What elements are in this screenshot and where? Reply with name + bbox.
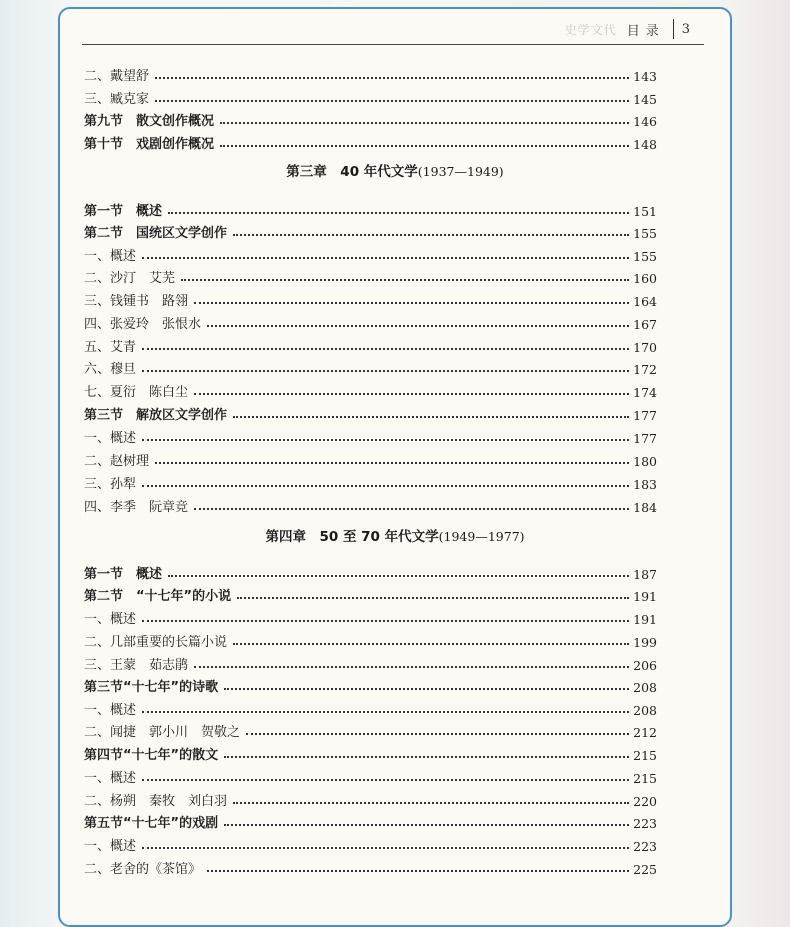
toc-entry-label: 第三节 解放区文学创作 [84,408,228,423]
toc-dot-leader [194,666,629,668]
toc-subsection-entry[interactable] [84,764,657,786]
toc-section-entry[interactable] [84,130,657,152]
toc-entry-label: 二、几部重要的长篇小说 [84,635,228,650]
toc-page-number: 212 [633,725,657,740]
toc-page-number: 164 [633,294,657,309]
toc-subsection-entry[interactable] [84,424,657,446]
toc-page-number: 220 [633,794,657,809]
toc-dot-leader [181,279,629,281]
toc-page-number: 170 [633,340,657,355]
header-divider [673,19,674,39]
chapter-heading [58,160,732,180]
toc-dot-leader [168,575,629,577]
toc-page-number: 208 [633,680,657,695]
toc-page-number: 208 [633,703,657,718]
chapter-years: (1949—1977) [438,529,525,544]
toc-page-number: 174 [633,385,657,400]
toc-dot-leader [220,145,629,147]
toc-dot-leader [207,325,629,327]
toc-dot-leader [142,847,629,849]
toc-subsection-entry[interactable] [84,355,657,377]
toc-dot-leader [142,620,629,622]
toc-dot-leader [142,485,629,487]
toc-entry-label: 一、概述 [84,612,137,627]
chapter-title: 第四章 50 至 70 年代文学 [265,529,439,545]
toc-dot-leader [207,870,629,872]
toc-entry-label: 一、概述 [84,771,137,786]
toc-entry-label: 一、概述 [84,249,137,264]
toc-section-entry[interactable] [84,560,657,582]
toc-dot-leader [194,302,629,304]
toc-dot-leader [233,416,629,418]
chapter-title: 第三章 40 年代文学 [286,164,418,180]
toc-entry-label: 六、穆旦 [84,362,137,377]
toc-entry-label: 第三节“十七年”的诗歌 [84,680,219,695]
toc-page-number: 145 [633,92,657,107]
toc-page-number: 191 [633,589,657,604]
toc-dot-leader [233,643,629,645]
toc-page-number: 191 [633,612,657,627]
toc-dot-leader [237,597,629,599]
toc-dot-leader [142,439,629,441]
toc-subsection-entry[interactable] [84,605,657,627]
toc-subsection-entry[interactable] [84,62,657,84]
toc-dot-leader [142,711,629,713]
toc-subsection-entry[interactable] [84,447,657,469]
toc-entry-label: 二、戴望舒 [84,69,150,84]
toc-dot-leader [168,212,629,214]
toc-section-entry[interactable] [84,401,657,423]
header-rule [82,44,704,45]
toc-entry-label: 三、臧克家 [84,92,150,107]
header-page-number: 3 [681,21,690,37]
toc-page-number: 199 [633,635,657,650]
toc-page-number: 167 [633,317,657,332]
toc-entry-label: 第一节 概述 [84,567,163,582]
toc-page-number: 177 [633,431,657,446]
toc-page-number: 172 [633,362,657,377]
toc-dot-leader [142,370,629,372]
toc-section-entry[interactable] [84,197,657,219]
toc-entry-label: 三、孙犁 [84,477,137,492]
toc-entry-label: 第五节“十七年”的戏剧 [84,816,219,831]
toc-entry-label: 一、概述 [84,703,137,718]
toc-dot-leader [194,508,629,510]
toc-dot-leader [233,802,629,804]
toc-page-number: 151 [633,204,657,219]
toc-dot-leader [224,824,629,826]
toc-entry-label: 第四节“十七年”的散文 [84,748,219,763]
running-header [565,17,690,41]
toc-entry-label: 二、沙汀 艾芜 [84,271,176,286]
toc-page-number: 146 [633,114,657,129]
toc-page-number: 215 [633,771,657,786]
toc-dot-leader [142,348,629,350]
toc-subsection-entry[interactable] [84,493,657,515]
toc-page-number: 155 [633,249,657,264]
toc-dot-leader [220,122,629,124]
toc-section-entry[interactable] [84,741,657,763]
toc-page-number: 180 [633,454,657,469]
toc-page-number: 206 [633,658,657,673]
toc-subsection-entry[interactable] [84,628,657,650]
toc-page-number: 143 [633,69,657,84]
toc-dot-leader [246,733,629,735]
toc-page-number: 187 [633,567,657,582]
toc-subsection-entry[interactable] [84,718,657,740]
toc-subsection-entry[interactable] [84,264,657,286]
toc-dot-leader [224,688,629,690]
toc-subsection-entry[interactable] [84,470,657,492]
toc-entry-label: 第一节 概述 [84,204,163,219]
toc-dot-leader [194,393,629,395]
toc-dot-leader [233,234,629,236]
toc-section-entry[interactable] [84,107,657,129]
toc-entry-label: 三、王蒙 茹志鹃 [84,658,189,673]
toc-entry-label: 四、李季 阮章竞 [84,500,189,515]
toc-subsection-entry[interactable] [84,832,657,854]
toc-subsection-entry[interactable] [84,787,657,809]
toc-entry-label: 七、夏衍 陈白尘 [84,385,189,400]
toc-page-number: 225 [633,862,657,877]
toc-subsection-entry[interactable] [84,696,657,718]
toc-page-number: 155 [633,226,657,241]
toc-section-entry[interactable] [84,582,657,604]
header-title: 目录 [626,23,665,39]
toc-dot-leader [155,462,629,464]
toc-page-number: 183 [633,477,657,492]
toc-subsection-entry[interactable] [84,378,657,400]
toc-entry-label: 一、概述 [84,431,137,446]
chapter-years: (1937—1949) [417,164,504,179]
toc-dot-leader [142,779,629,781]
toc-subsection-entry[interactable] [84,333,657,355]
toc-entry-label: 二、赵树理 [84,454,150,469]
toc-entry-label: 二、闻捷 郭小川 贺敬之 [84,725,241,740]
toc-page-number: 223 [633,816,657,831]
toc-entry-label: 五、艾青 [84,340,137,355]
toc-entry-label: 第二节 “十七年”的小说 [84,589,232,604]
toc-entry-label: 第十节 戏剧创作概况 [84,137,215,152]
toc-entry-label: 四、张爱玲 张恨水 [84,317,202,332]
toc-subsection-entry[interactable] [84,855,657,877]
toc-page-number: 177 [633,408,657,423]
header-bleed-through: 史学文代 [564,22,617,37]
toc-entry-label: 一、概述 [84,839,137,854]
toc-dot-leader [155,100,629,102]
toc-entry-label: 二、老舍的《茶馆》 [84,862,202,877]
toc-subsection-entry[interactable] [84,242,657,264]
chapter-heading [58,525,732,545]
toc-entry-label: 三、钱锺书 路翎 [84,294,189,309]
toc-dot-leader [155,77,629,79]
toc-subsection-entry[interactable] [84,85,657,107]
toc-entry-label: 第二节 国统区文学创作 [84,226,228,241]
toc-entry-label: 二、杨朔 秦牧 刘白羽 [84,794,228,809]
toc-page-number: 148 [633,137,657,152]
toc-section-entry[interactable] [84,219,657,241]
toc-page-number: 223 [633,839,657,854]
toc-page-number: 160 [633,271,657,286]
toc-dot-leader [224,756,629,758]
toc-section-entry[interactable] [84,673,657,695]
toc-subsection-entry[interactable] [84,287,657,309]
toc-subsection-entry[interactable] [84,310,657,332]
toc-section-entry[interactable] [84,809,657,831]
toc-entry-label: 第九节 散文创作概况 [84,114,215,129]
toc-page-number: 184 [633,500,657,515]
toc-dot-leader [142,257,629,259]
toc-page-number: 215 [633,748,657,763]
toc-subsection-entry[interactable] [84,651,657,673]
